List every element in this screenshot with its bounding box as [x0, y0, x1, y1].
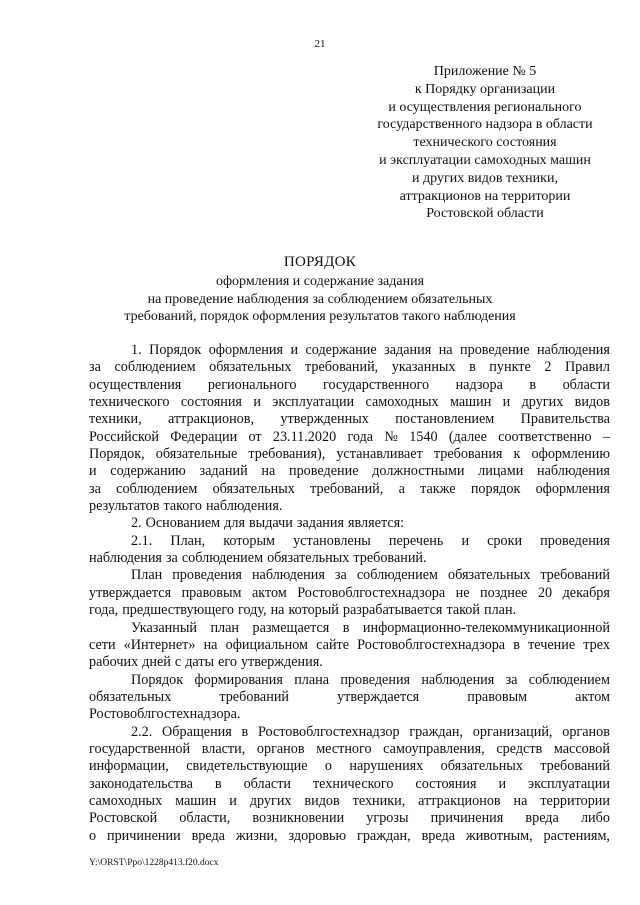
body-word: 1540 — [409, 428, 438, 445]
body-word: актом — [251, 584, 287, 601]
body-word: обязательных — [212, 480, 295, 497]
body-word: обязательные — [155, 446, 238, 463]
body-line — [89, 706, 610, 723]
body-word: устанавливает — [336, 446, 423, 463]
body-line — [89, 567, 610, 584]
body-word: органов — [256, 740, 305, 757]
body-word: наблюдения — [89, 550, 162, 567]
body-word: техники, — [352, 792, 406, 809]
body-line — [89, 411, 610, 428]
body-word: трех — [583, 636, 610, 653]
body-word: году, — [238, 602, 267, 619]
body-word: самоходных — [365, 394, 439, 411]
body-word: перечень — [388, 532, 444, 549]
body-line — [89, 359, 610, 376]
body-word: животным, — [465, 827, 533, 844]
body-word: обязательных — [209, 359, 292, 376]
body-word: наблюдения — [421, 671, 495, 688]
body-word: аттракционов, — [168, 411, 255, 428]
body-word: и — [229, 792, 237, 809]
body-word: вреда — [421, 827, 455, 844]
body-word: Российской — [89, 428, 159, 445]
body-word: требования — [433, 446, 503, 463]
body-word: причинения — [430, 810, 504, 827]
body-word: размещается — [252, 619, 330, 636]
body-line — [89, 446, 610, 463]
body-word: других — [521, 394, 564, 411]
body-word: самоходных — [89, 792, 163, 809]
appendix-line: Ростовской области — [426, 206, 544, 222]
body-word: утвержденных — [280, 411, 369, 428]
body-word: государственной — [89, 740, 191, 757]
body-word: о — [324, 758, 333, 775]
body-word: проведение — [460, 342, 530, 358]
body-word: требований, — [310, 480, 384, 497]
appendix-line: технического состояния — [413, 135, 557, 151]
body-word: а — [398, 480, 405, 497]
body-word: Порядок — [149, 342, 202, 358]
body-word: органов — [562, 723, 610, 740]
body-word: за — [89, 480, 101, 497]
body-word: содержание — [305, 342, 377, 358]
body-word: – — [602, 428, 610, 445]
body-word: рабочих — [89, 654, 139, 671]
body-word: и — [502, 394, 511, 411]
body-word: требования), — [248, 446, 326, 463]
body-line — [89, 828, 610, 845]
body-line — [89, 533, 610, 550]
body-word: технического — [312, 775, 394, 792]
body-word: и — [461, 532, 470, 549]
body-word: утверждается — [89, 584, 172, 601]
body-word: оформления — [208, 342, 284, 358]
body-word: жизни, — [235, 827, 278, 844]
body-word: в — [241, 723, 249, 740]
body-word: на — [438, 342, 453, 358]
appendix-line: Приложение № 5 — [433, 64, 537, 79]
body-word: течение — [528, 636, 576, 653]
body-word: Ростовоблгостехнадзора — [297, 584, 446, 601]
body-word: наблюдения — [251, 567, 325, 584]
body-word: № — [384, 428, 398, 445]
body-word: заданий — [199, 463, 248, 480]
body-word: обязательных — [440, 758, 523, 775]
body-word: результатов — [89, 498, 160, 515]
body-word: Ростовоблгостехнадзора — [357, 636, 506, 653]
body-line — [89, 637, 610, 654]
body-word: за — [89, 359, 101, 376]
body-word: должностными — [372, 463, 465, 480]
body-word: Указанный — [131, 619, 197, 636]
body-word: предшествующего — [122, 602, 234, 619]
body-word: наблюдения. — [205, 498, 283, 515]
body-word: 2. — [131, 515, 142, 532]
body-word: проведения — [540, 532, 610, 549]
body-word: проведения — [172, 567, 242, 584]
body-word: от — [248, 428, 262, 445]
body-line — [89, 342, 610, 359]
body-word: Федерации — [170, 428, 238, 445]
body-word: в — [529, 376, 537, 393]
body-word: Порядок, — [89, 446, 145, 463]
body-word: наблюдения — [536, 342, 610, 358]
body-word: видов — [574, 394, 610, 411]
body-word: соблюдением — [356, 567, 439, 584]
body-word: выдачи — [248, 515, 293, 532]
body-word: организаций, — [472, 723, 553, 740]
body-word: Ростовоблгостехнадзор — [257, 723, 400, 740]
body-word: области — [562, 376, 610, 393]
body-word: в — [469, 359, 476, 376]
appendix-header — [355, 63, 615, 223]
body-word: на — [203, 636, 218, 653]
body-word: Порядок — [131, 671, 184, 688]
body-word: массовой — [553, 740, 610, 757]
body-word: угрозы — [366, 810, 409, 827]
body-word: «Интернет» — [123, 636, 196, 653]
body-word: Ростовской — [89, 810, 158, 827]
body-word: утверждения. — [240, 654, 323, 671]
body-word: требований — [540, 758, 610, 775]
body-line — [89, 602, 610, 619]
body-word: надзора — [455, 376, 503, 393]
body-word: не — [455, 584, 470, 601]
body-word: наблюдения — [537, 463, 610, 480]
body-word: за — [505, 671, 518, 688]
appendix-line: к Порядку организации — [414, 81, 556, 97]
file-path-footer: Y:\ORST\Ppo\1228p413.f20.docx — [89, 858, 219, 868]
body-line — [89, 394, 610, 411]
body-word: местного — [316, 740, 372, 757]
body-word: обязательных — [267, 550, 350, 567]
appendix-line: и эксплуатации самоходных машин — [379, 152, 591, 168]
subtitle-line: на проведение наблюдения за соблюдением обязательных — [147, 291, 493, 307]
body-word: в — [342, 619, 350, 636]
body-word: оформлению — [531, 446, 610, 463]
body-word: государственного — [323, 376, 430, 393]
body-word: установлены — [293, 532, 371, 549]
body-word: Основанием — [145, 515, 221, 532]
body-word: соблюдением — [528, 671, 610, 688]
body-line — [89, 741, 610, 758]
appendix-line: и других видов техники, — [412, 170, 558, 186]
body-word: разрабатывается — [342, 602, 443, 619]
body-word: 2 — [544, 359, 552, 376]
body-word: свидетельствующие — [186, 758, 308, 775]
body-word: 1. — [131, 342, 142, 358]
subtitle-line: оформления и содержание задания — [215, 274, 425, 289]
body-line — [89, 585, 610, 602]
body-word: соблюдением — [181, 550, 264, 567]
body-word: года — [347, 428, 374, 445]
body-word: соответственно — [498, 428, 592, 445]
body-word: декабря — [562, 584, 610, 601]
body-word: на — [513, 792, 528, 809]
body-word: эксплуатации — [272, 394, 355, 411]
appendix-line: государственного надзора в области — [377, 117, 593, 133]
body-word: План — [131, 567, 163, 584]
appendix-line: аттракционов на территории — [399, 188, 571, 204]
body-word: на — [261, 463, 276, 480]
body-line — [89, 620, 610, 637]
body-word: требований, — [305, 359, 379, 376]
body-word: законодательства — [89, 775, 193, 792]
body-word: средств — [496, 740, 543, 757]
body-word: который — [288, 602, 339, 619]
body-word: и — [89, 463, 97, 480]
body-word: проведение — [288, 463, 359, 480]
body-word: формирования — [194, 671, 283, 688]
body-word: даты — [185, 654, 215, 671]
body-line — [89, 377, 610, 394]
body-line — [89, 689, 610, 706]
body-word: техники, — [89, 411, 142, 428]
body-line — [89, 776, 610, 793]
body-word: сети — [89, 636, 116, 653]
body-word: видов — [304, 792, 340, 809]
body-word: план — [210, 619, 240, 636]
body-word: с — [174, 654, 182, 671]
document-subtitle — [0, 273, 640, 326]
body-word: является: — [348, 515, 405, 532]
subtitle-line: требований, порядок оформления результатов такого наблюдения — [124, 309, 516, 325]
body-word: для — [224, 515, 245, 532]
body-word: к — [513, 446, 521, 463]
body-line — [89, 429, 610, 446]
body-word: дней — [142, 654, 171, 671]
body-word: 2.1. — [131, 532, 153, 549]
body-word: 2.2. — [131, 723, 153, 740]
body-word: постановлением — [395, 411, 495, 428]
body-word: здоровью — [288, 827, 347, 844]
body-word: такой — [446, 602, 480, 619]
body-word: Ростовоблгостехнадзора. — [89, 706, 241, 723]
body-word: состояния — [180, 394, 242, 411]
body-word: официальном — [225, 636, 309, 653]
body-line — [89, 672, 610, 689]
body-word: указанных — [391, 359, 456, 376]
body-word: обязательных — [89, 688, 172, 705]
body-word: года, — [89, 602, 119, 619]
body-word: машин — [175, 792, 217, 809]
body-word: лицами — [478, 463, 524, 480]
body-word: соблюдением — [114, 359, 196, 376]
document-body — [89, 342, 610, 845]
body-word: области — [243, 775, 291, 792]
body-line — [89, 481, 610, 498]
body-word: 23.11.2020 — [272, 428, 337, 445]
body-word: план. — [484, 602, 517, 619]
body-word: и — [253, 394, 261, 411]
body-word: плана — [294, 671, 330, 688]
body-word: аттракционов — [418, 792, 501, 809]
body-word: растениям, — [543, 827, 610, 844]
body-word: нарушениях — [349, 758, 424, 775]
document-title: ПОРЯДОК — [283, 254, 357, 270]
body-word: в — [513, 636, 520, 653]
body-word: которым — [223, 532, 275, 549]
body-word: власти, — [201, 740, 246, 757]
body-word: эксплуатации — [528, 775, 610, 792]
body-word: и — [290, 342, 299, 358]
body-word: также — [420, 480, 456, 497]
body-word: граждан, — [409, 723, 464, 740]
body-word: такого — [163, 498, 202, 515]
body-word: регионального — [207, 376, 297, 393]
body-line — [89, 793, 610, 810]
body-word: других — [249, 792, 292, 809]
body-word: и — [498, 775, 507, 792]
body-word: сроки — [487, 532, 523, 549]
body-word: задания — [384, 342, 432, 358]
body-word: Правил — [564, 359, 610, 376]
body-word: причинении — [106, 827, 181, 844]
body-word: План, — [170, 532, 206, 549]
body-word: требований. — [353, 550, 427, 567]
body-word: утверждается — [337, 688, 420, 705]
body-word: на — [270, 602, 285, 619]
body-word: задания — [296, 515, 345, 532]
body-word: информации, — [89, 758, 169, 775]
body-word: позднее — [480, 584, 528, 601]
body-word: требований — [219, 688, 290, 705]
body-word: соблюдением — [116, 480, 198, 497]
body-word: граждан, — [357, 827, 411, 844]
body-word: области, — [179, 810, 231, 827]
body-word: самоуправления, — [383, 740, 485, 757]
body-word: порядок — [470, 480, 521, 497]
body-word: о — [89, 827, 97, 844]
body-word: машин — [450, 394, 492, 411]
body-word: вреда — [191, 827, 225, 844]
body-word: 20 — [537, 584, 553, 601]
body-word: содержанию — [110, 463, 186, 480]
body-word: (далее — [448, 428, 487, 445]
body-word: пункте — [489, 359, 531, 376]
body-word: проведения — [340, 671, 411, 688]
body-word: возникновении — [252, 810, 345, 827]
body-word: территории — [540, 792, 610, 809]
body-line — [89, 463, 610, 480]
body-line — [89, 654, 610, 671]
body-word: правовым — [181, 584, 242, 601]
body-word: обязательных — [448, 567, 531, 584]
body-word: в — [214, 775, 222, 792]
body-line — [89, 515, 610, 532]
body-word: технического — [89, 394, 170, 411]
body-word: сайте — [316, 636, 350, 653]
body-word: за — [334, 567, 347, 584]
body-line — [89, 810, 610, 827]
page-number: 21 — [314, 38, 326, 50]
body-line — [89, 550, 610, 567]
body-word: осуществления — [89, 376, 182, 393]
body-word: Правительства — [520, 411, 610, 428]
body-line — [89, 724, 610, 741]
body-word: требований — [540, 567, 610, 584]
body-line — [89, 498, 610, 515]
body-word: либо — [580, 810, 610, 827]
body-word: состояния — [415, 775, 477, 792]
body-word: его — [218, 654, 237, 671]
body-word: вреда — [525, 810, 559, 827]
body-line — [89, 758, 610, 775]
body-word: актом — [575, 688, 610, 705]
body-word: оформления — [535, 480, 610, 497]
body-word: правовым — [467, 688, 528, 705]
appendix-line: и осуществления регионального — [388, 99, 582, 115]
body-word: Обращения — [162, 723, 232, 740]
body-word: информационно-телекоммуникационной — [362, 619, 610, 636]
body-word: за — [165, 550, 178, 567]
